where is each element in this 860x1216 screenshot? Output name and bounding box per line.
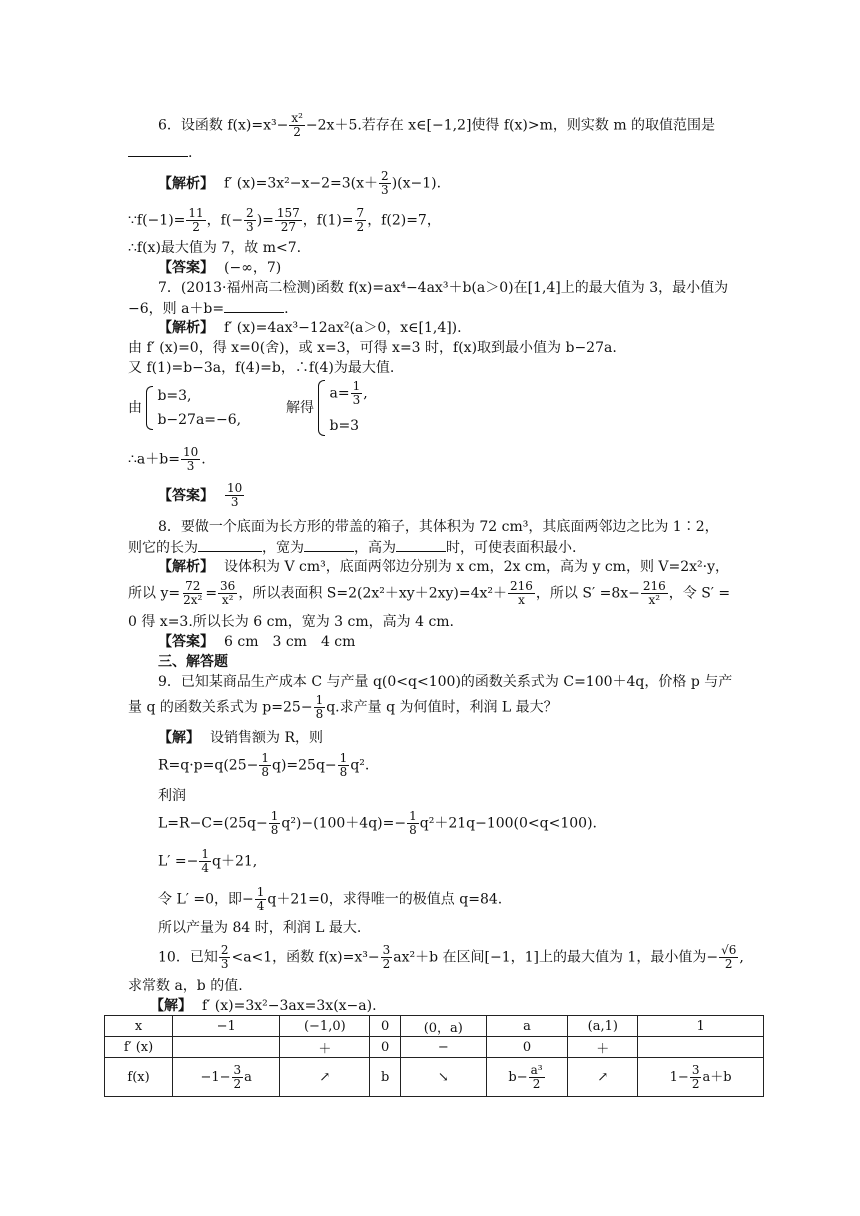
- q9-lirun: 利润: [158, 788, 186, 804]
- q6-stem: 6．设函数 f(x)=x³− $\frac{\text{x²}}{2}$ −2x＋5.若存在 x∈[−1,2]使得 f(x)>m，则实数 m 的取值范围是: [158, 111, 716, 139]
- q9-solve: 令 L′ =0，即− $\frac{1}{4}$ q＋21=0，求得唯一的极值点 q=84.: [158, 885, 503, 913]
- answer-blank: [396, 537, 446, 552]
- q7-jiexi: 【解析】 f′ (x)=4ax³−12ax²(a＞0，x∈[1,4]).: [158, 320, 462, 336]
- q9-revenue: R=q·p=q(25− $\frac{1}{8}$ q)=25q− $\frac{1}{8}$ q².: [158, 751, 370, 779]
- answer-blank: [224, 298, 284, 313]
- q10-stem: 10．已知 $\frac{2}{3}$ <a<1，函数 f(x)=x³− $\frac{3}{2}$ ax²＋b 在区间[−1，1]上的最大值为 1，最小值为− $\frac{√6}{2}$ ,: [158, 943, 744, 971]
- section-heading: 三、解答题: [158, 654, 228, 670]
- q8-answer: 【答案】 6 cm 3 cm 4 cm: [158, 634, 356, 650]
- variation-table: [104, 1015, 764, 1097]
- answer-blank: [198, 537, 262, 552]
- q7-line2: 由 f′ (x)=0，得 x=0(舍)，或 x=3，可得 x=3 时，f(x)取到最小值为 b−27a.: [128, 340, 617, 356]
- q6-frac: $\frac{\text{x²}}{2}$: [291, 111, 303, 139]
- q9-profit: L=R−C=(25q− $\frac{1}{8}$ q²)−(100＋4q)=− $\frac{1}{8}$ q²＋21q−100(0<q<100).: [158, 809, 597, 837]
- q7-stem2: −6，则 a＋b= .: [128, 298, 740, 319]
- increase-arrow: ↗: [280, 1058, 370, 1097]
- q6-values: ∵f(−1)= $\frac{11}{2}$ ，f(− $\frac{2}{3}$ )= $\frac{157}{27}$ ，f(1)= $\frac{7}{2}$ ，f(2)=7，: [128, 206, 441, 234]
- system-brace: b=3, b−27a=−6,: [146, 386, 241, 430]
- solution-brace: a= $\frac{1}{3}$ , b=3: [318, 380, 367, 436]
- q9-stem2: 量 q 的函数关系式为 p=25− $\frac{1}{8}$ q.求产量 q 为何值时，利润 L 最大？: [128, 693, 558, 721]
- answer-blank: [304, 537, 354, 552]
- q8-stem2: 则它的长为 ，宽为 ，高为 时，可使表面积最小.: [128, 537, 740, 558]
- q6-stem-text: 6．设函数 f(x)=x³−: [158, 117, 289, 134]
- q7-line3: 又 f(1)=b−3a，f(4)=b，∴f(4)为最大值.: [128, 360, 395, 376]
- q7-stem: 7．(2013·福州高二检测)函数 f(x)=ax⁴−4ax³＋b(a＞0)在[1,4]上的最大值为 3，最小值为: [158, 280, 729, 296]
- increase-arrow: ↗: [568, 1058, 638, 1097]
- q10-jie: 【解】 f′ (x)=3x²−3ax=3x(x−a).: [150, 998, 377, 1014]
- q7-system: 由 b=3, b−27a=−6, 解得 a= $\frac{1}{3}$ , b=3: [128, 379, 368, 434]
- table-row-x: x −1 (−1,0) 0 (0，a) a (a,1) 1: [105, 1016, 764, 1037]
- q10-stem2: 求常数 a，b 的值.: [128, 978, 243, 994]
- q6-conclusion: ∴f(x)最大值为 7，故 m<7.: [128, 240, 302, 256]
- q8-stem: 8．要做一个底面为长方形的带盖的箱子，其体积为 72 cm³，其底面两邻边之比为 1∶2，: [158, 519, 719, 535]
- q7-result: ∴a＋b= $\frac{10}{3}$ .: [128, 445, 206, 473]
- q6-jiexi: 【解析】 f′ (x)=3x²−x−2=3(x＋ $\frac{2}{3}$ )(x−1).: [158, 169, 442, 197]
- q8-line2: 所以 y= $\frac{72}{\text{2x²}}$ = $\frac{36}{\text{x²}}$ ，所以表面积 S=2(2x²＋xy＋2xy)=4x²＋ $\frac{216}{x}$ ，所以 S′ =8x− $\frac{216}{\text{x²}}$ ，令 S′ =: [128, 579, 731, 607]
- q6-answer: 【答案】 (−∞，7): [158, 260, 282, 276]
- q9-derivative: L′ =− $\frac{1}{4}$ q＋21,: [158, 847, 258, 875]
- q8-line3: 0 得 x=3.所以长为 6 cm，宽为 3 cm，高为 4 cm.: [128, 614, 455, 630]
- q9-jie: 【解】 设销售额为 R，则: [158, 730, 323, 746]
- table-row-derivative: f′ (x) ＋ 0 − 0 ＋: [105, 1037, 764, 1058]
- q6-blank-line: .: [128, 142, 740, 163]
- table-row-function: f(x) −1− $\frac{3}{2}$ a ↗ b ↘ b− $\frac{\text{a³}}{2}$ ↗ 1− $\frac{3}{2}$ a＋b: [105, 1058, 764, 1097]
- q9-conclusion: 所以产量为 84 时，利润 L 最大.: [158, 920, 362, 936]
- answer-blank: [128, 142, 188, 157]
- q9-stem: 9．已知某商品生产成本 C 与产量 q(0<q<100)的函数关系式为 C=100＋4q，价格 p 与产: [158, 674, 733, 690]
- decrease-arrow: ↘: [401, 1058, 486, 1097]
- q8-jiexi: 【解析】 设体积为 V cm³，底面两邻边分别为 x cm，2x cm，高为 y cm，则 V=2x²·y，: [158, 559, 730, 575]
- q7-answer: 【答案】 $\frac{10}{3}$: [158, 481, 243, 509]
